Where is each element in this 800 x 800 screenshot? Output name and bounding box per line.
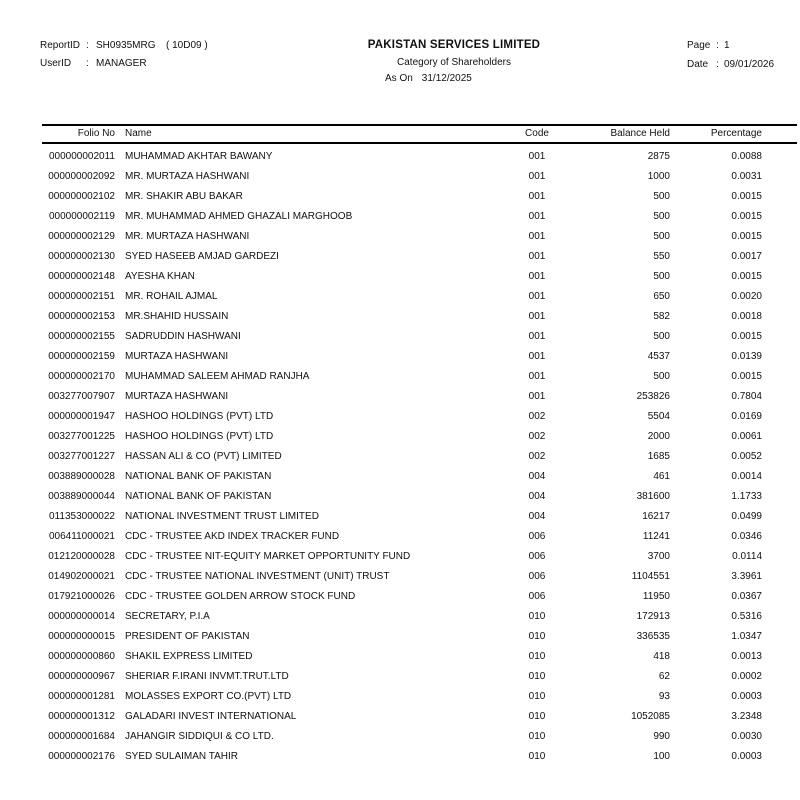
report-id-label: ReportID: [40, 40, 81, 51]
balance-cell: 16217: [642, 511, 670, 522]
balance-cell: 500: [653, 191, 670, 202]
column-header-name: Name: [125, 128, 152, 139]
company-name: PAKISTAN SERVICES LIMITED: [367, 39, 541, 51]
percentage-cell: 0.0003: [731, 751, 762, 762]
folio-cell: 000000002155: [48, 331, 115, 342]
code-cell: 002: [528, 411, 546, 422]
percentage-cell: 0.0139: [731, 351, 762, 362]
table-row: [42, 527, 797, 547]
folio-cell: 000000001684: [48, 731, 115, 742]
name-cell: MOLASSES EXPORT CO.(PVT) LTD: [125, 691, 292, 702]
name-cell: SYED HASEEB AMJAD GARDEZI: [125, 251, 279, 262]
folio-cell: 000000001281: [48, 691, 115, 702]
code-cell: 006: [528, 531, 546, 542]
name-cell: HASSAN ALI & CO (PVT) LIMITED: [125, 451, 282, 462]
as-on-date: 31/12/2025: [421, 73, 472, 84]
date-value: 09/01/2026: [724, 59, 775, 70]
balance-cell: 500: [653, 331, 670, 342]
table-row: [42, 447, 797, 467]
percentage-cell: 0.0088: [731, 151, 762, 162]
code-cell: 001: [528, 251, 546, 262]
percentage-cell: 0.0346: [731, 531, 762, 542]
code-cell: 010: [528, 731, 546, 742]
table-row: [42, 647, 797, 667]
folio-cell: 000000002011: [49, 151, 115, 162]
percentage-cell: 0.0169: [731, 411, 762, 422]
table-header-rule: [42, 142, 797, 144]
name-cell: SADRUDDIN HASHWANI: [125, 331, 241, 342]
name-cell: CDC - TRUSTEE AKD INDEX TRACKER FUND: [125, 531, 340, 542]
name-cell: NATIONAL BANK OF PAKISTAN: [125, 491, 272, 502]
balance-cell: 1052085: [631, 711, 670, 722]
table-row: [42, 387, 797, 407]
table-row: [42, 267, 797, 287]
table-row: [42, 587, 797, 607]
table-row: [42, 627, 797, 647]
page-row: [687, 40, 774, 59]
table-column-headers: [42, 127, 797, 140]
table-row: [42, 347, 797, 367]
code-cell: 002: [528, 451, 546, 462]
code-cell: 010: [528, 631, 546, 642]
code-cell: 001: [528, 171, 546, 182]
balance-cell: 253826: [636, 391, 670, 402]
table-row: [42, 727, 797, 747]
balance-cell: 4537: [647, 351, 670, 362]
report-id-value: SH0935MRG: [96, 40, 156, 51]
column-header-percentage: Percentage: [710, 128, 762, 139]
name-cell: SECRETARY, P.I.A: [125, 611, 210, 622]
table-body: [42, 147, 797, 767]
as-on-line: [385, 73, 472, 84]
percentage-cell: 0.0015: [731, 231, 762, 242]
table-row: [42, 247, 797, 267]
table-row: [42, 227, 797, 247]
page-number: 1: [724, 40, 730, 51]
table-row: [42, 667, 797, 687]
code-cell: 001: [528, 191, 546, 202]
balance-cell: 336535: [636, 631, 670, 642]
percentage-cell: 0.0015: [731, 211, 762, 222]
folio-cell: 000000002151: [48, 291, 115, 302]
balance-cell: 62: [658, 671, 670, 682]
folio-cell: 003277001227: [48, 451, 115, 462]
table-row: [42, 547, 797, 567]
column-header-code: Code: [525, 128, 549, 139]
percentage-cell: 3.2348: [731, 711, 762, 722]
percentage-cell: 0.0017: [731, 251, 762, 262]
code-cell: 006: [528, 551, 546, 562]
user-id-row: [40, 58, 155, 76]
name-cell: GALADARI INVEST INTERNATIONAL: [125, 711, 297, 722]
percentage-cell: 0.0030: [731, 731, 762, 742]
table-top-rule: [42, 124, 797, 126]
folio-cell: 000000002148: [48, 271, 115, 282]
folio-cell: 000000002130: [48, 251, 115, 262]
colon: :: [716, 40, 719, 51]
folio-cell: 003889000044: [48, 491, 115, 502]
percentage-cell: 0.0015: [731, 331, 762, 342]
balance-cell: 2875: [647, 151, 670, 162]
code-cell: 004: [528, 511, 546, 522]
name-cell: SHERIAR F.IRANI INVMT.TRUT.LTD: [125, 671, 289, 682]
report-title-block: [330, 38, 578, 69]
balance-cell: 172913: [636, 611, 670, 622]
code-cell: 006: [528, 591, 546, 602]
name-cell: MUHAMMAD SALEEM AHMAD RANJHA: [125, 371, 310, 382]
balance-cell: 582: [653, 311, 670, 322]
name-cell: MR. ROHAIL AJMAL: [125, 291, 218, 302]
folio-cell: 000000002129: [48, 231, 115, 242]
table-row: [42, 487, 797, 507]
percentage-cell: 0.0018: [731, 311, 762, 322]
balance-cell: 1104551: [631, 571, 670, 582]
column-header-balance-held: Balance Held: [610, 128, 670, 139]
code-cell: 004: [528, 471, 546, 482]
name-cell: MURTAZA HASHWANI: [125, 351, 229, 362]
table-row: [42, 467, 797, 487]
table-row: [42, 187, 797, 207]
percentage-cell: 0.0031: [731, 171, 762, 182]
balance-cell: 418: [653, 651, 670, 662]
folio-cell: 006411000021: [49, 531, 115, 542]
name-cell: MR. MUHAMMAD AHMED GHAZALI MARGHOOB: [125, 211, 353, 222]
name-cell: JAHANGIR SIDDIQUI & CO LTD.: [125, 731, 274, 742]
code-cell: 001: [528, 271, 546, 282]
name-cell: CDC - TRUSTEE NIT-EQUITY MARKET OPPORTUNITY FUND: [125, 551, 411, 562]
user-id-label: UserID: [40, 58, 72, 69]
code-cell: 010: [528, 711, 546, 722]
balance-cell: 500: [653, 271, 670, 282]
code-cell: 001: [528, 371, 546, 382]
balance-cell: 5504: [647, 411, 670, 422]
balance-cell: 650: [653, 291, 670, 302]
code-cell: 001: [528, 231, 546, 242]
balance-cell: 2000: [647, 431, 670, 442]
user-id-value: MANAGER: [96, 58, 147, 69]
code-cell: 001: [528, 391, 546, 402]
name-cell: PRESIDENT OF PAKISTAN: [125, 631, 250, 642]
percentage-cell: 0.0003: [731, 691, 762, 702]
balance-cell: 1000: [647, 171, 670, 182]
table-row: [42, 747, 797, 767]
balance-cell: 93: [658, 691, 670, 702]
folio-cell: 000000002159: [48, 351, 115, 362]
code-cell: 010: [528, 671, 546, 682]
folio-cell: 003277001225: [48, 431, 115, 442]
code-cell: 004: [528, 491, 546, 502]
column-header-folio: Folio No: [77, 128, 115, 139]
folio-cell: 000000002092: [48, 171, 115, 182]
percentage-cell: 0.5316: [731, 611, 762, 622]
page-label: Page: [687, 40, 711, 51]
table-row: [42, 687, 797, 707]
code-cell: 010: [528, 691, 546, 702]
percentage-cell: 3.3961: [731, 571, 762, 582]
folio-cell: 003277007907: [48, 391, 115, 402]
percentage-cell: 0.0499: [731, 511, 762, 522]
colon: :: [716, 59, 719, 70]
date-label: Date: [687, 59, 709, 70]
percentage-cell: 0.0114: [732, 551, 762, 562]
name-cell: MR.SHAHID HUSSAIN: [125, 311, 229, 322]
table-row: [42, 147, 797, 167]
folio-cell: 000000000015: [48, 631, 115, 642]
balance-cell: 100: [653, 751, 670, 762]
name-cell: MR. SHAKIR ABU BAKAR: [125, 191, 243, 202]
table-row: [42, 567, 797, 587]
balance-cell: 500: [653, 371, 670, 382]
table-row: [42, 427, 797, 447]
colon: :: [86, 58, 89, 69]
percentage-cell: 0.0061: [731, 431, 762, 442]
percentage-cell: 0.0014: [731, 471, 762, 482]
table-row: [42, 307, 797, 327]
balance-cell: 11241: [642, 531, 670, 542]
name-cell: MUHAMMAD AKHTAR BAWANY: [125, 151, 273, 162]
percentage-cell: 1.1733: [731, 491, 762, 502]
report-meta-left: [40, 40, 208, 76]
balance-cell: 461: [653, 471, 670, 482]
table-row: [42, 407, 797, 427]
percentage-cell: 0.0015: [731, 191, 762, 202]
code-cell: 002: [528, 431, 546, 442]
code-cell: 010: [528, 611, 546, 622]
name-cell: AYESHA KHAN: [125, 271, 195, 282]
folio-cell: 017921000026: [48, 591, 115, 602]
folio-cell: 014902000021: [48, 571, 115, 582]
folio-cell: 000000000014: [48, 611, 115, 622]
percentage-cell: 1.0347: [731, 631, 762, 642]
balance-cell: 500: [653, 211, 670, 222]
name-cell: SHAKIL EXPRESS LIMITED: [125, 651, 253, 662]
balance-cell: 1685: [647, 451, 670, 462]
table-row: [42, 507, 797, 527]
code-cell: 001: [528, 291, 546, 302]
percentage-cell: 0.0002: [731, 671, 762, 682]
percentage-cell: 0.7804: [731, 391, 762, 402]
folio-cell: 011353000022: [49, 511, 115, 522]
name-cell: CDC - TRUSTEE NATIONAL INVESTMENT (UNIT) TRUST: [125, 571, 390, 582]
balance-cell: 500: [653, 231, 670, 242]
folio-cell: 000000001312: [48, 711, 115, 722]
folio-cell: 012120000028: [48, 551, 115, 562]
report-title: Category of Shareholders: [397, 57, 511, 68]
report-meta-right: [687, 40, 774, 78]
balance-cell: 3700: [647, 551, 670, 562]
table-row: [42, 207, 797, 227]
code-cell: 001: [528, 331, 546, 342]
code-cell: 001: [528, 211, 546, 222]
code-cell: 010: [528, 751, 546, 762]
name-cell: MURTAZA HASHWANI: [125, 391, 229, 402]
name-cell: HASHOO HOLDINGS (PVT) LTD: [125, 431, 274, 442]
folio-cell: 003889000028: [48, 471, 115, 482]
as-on-label: As On: [385, 73, 413, 84]
colon: :: [86, 40, 89, 51]
name-cell: MR. MURTAZA HASHWANI: [125, 231, 250, 242]
code-cell: 010: [528, 651, 546, 662]
balance-cell: 381600: [636, 491, 670, 502]
balance-cell: 550: [653, 251, 670, 262]
folio-cell: 000000002176: [48, 751, 115, 762]
folio-cell: 000000002153: [48, 311, 115, 322]
balance-cell: 11950: [642, 591, 670, 602]
code-cell: 001: [528, 151, 546, 162]
percentage-cell: 0.0020: [731, 291, 762, 302]
folio-cell: 000000002119: [49, 211, 115, 222]
report-id-suffix: ( 10D09 ): [166, 40, 208, 51]
code-cell: 006: [528, 571, 546, 582]
report-id-row: [40, 40, 208, 58]
date-row: [687, 59, 774, 78]
percentage-cell: 0.0015: [731, 371, 762, 382]
table-row: [42, 167, 797, 187]
folio-cell: 000000002170: [48, 371, 115, 382]
code-cell: 001: [528, 311, 546, 322]
name-cell: MR. MURTAZA HASHWANI: [125, 171, 250, 182]
table-row: [42, 367, 797, 387]
percentage-cell: 0.0367: [731, 591, 762, 602]
name-cell: CDC - TRUSTEE GOLDEN ARROW STOCK FUND: [125, 591, 356, 602]
balance-cell: 990: [653, 731, 670, 742]
percentage-cell: 0.0052: [731, 451, 762, 462]
table-row: [42, 607, 797, 627]
name-cell: SYED SULAIMAN TAHIR: [125, 751, 238, 762]
folio-cell: 000000001947: [48, 411, 115, 422]
name-cell: NATIONAL INVESTMENT TRUST LIMITED: [125, 511, 319, 522]
folio-cell: 000000002102: [48, 191, 115, 202]
folio-cell: 000000000860: [48, 651, 115, 662]
percentage-cell: 0.0015: [731, 271, 762, 282]
folio-cell: 000000000967: [48, 671, 115, 682]
name-cell: NATIONAL BANK OF PAKISTAN: [125, 471, 272, 482]
percentage-cell: 0.0013: [731, 651, 762, 662]
name-cell: HASHOO HOLDINGS (PVT) LTD: [125, 411, 274, 422]
table-row: [42, 287, 797, 307]
table-row: [42, 327, 797, 347]
code-cell: 001: [528, 351, 546, 362]
table-row: [42, 707, 797, 727]
